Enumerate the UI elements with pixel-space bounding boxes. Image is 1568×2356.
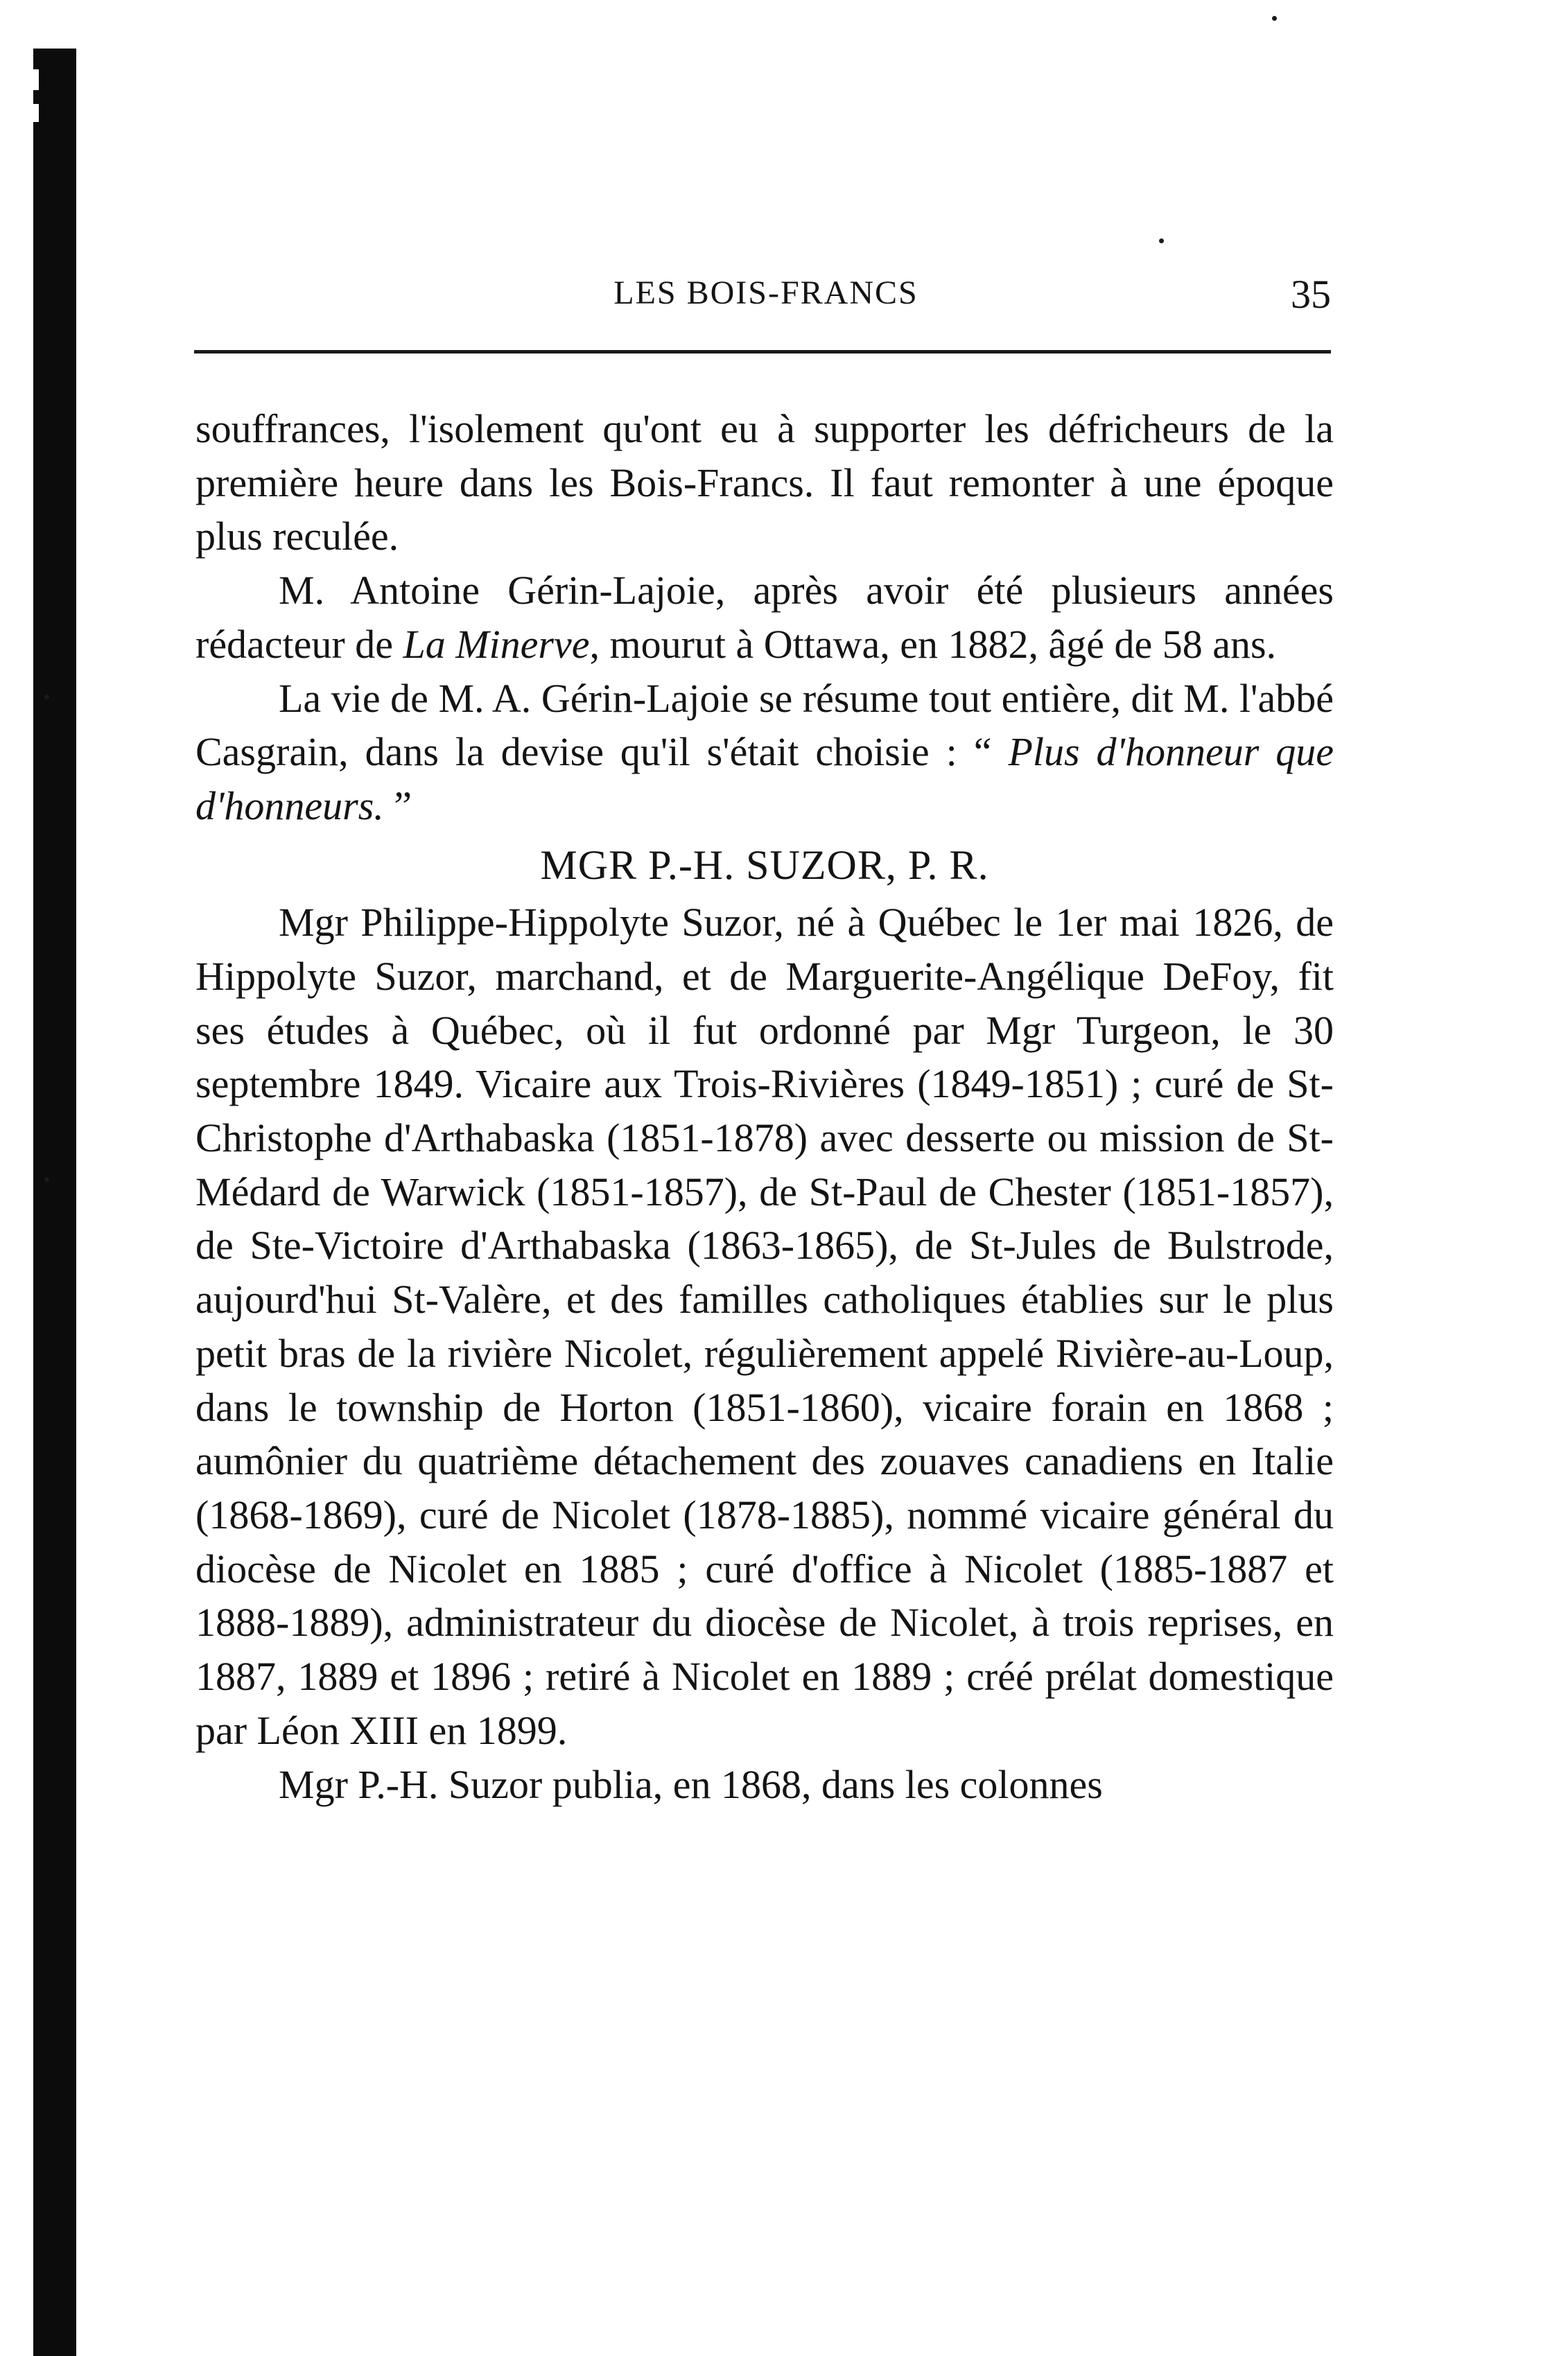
paragraph-suzor-biography: Mgr Philippe-Hippolyte Suzor, né à Québec le 1er mai 1826, de Hippolyte Suzor, marchand, et de Marguerite-Angélique DeFoy, fit ses études à Québec, où il fut ordonné par Mgr Turgeon, le 30 septembre 1849. Vicaire aux Trois-Rivières (1849-1851) ; curé de St-Christophe d'Arthabaska (1851-1878) avec desserte ou mission de St-Médard de Warwick (1851-1857), de St-Paul de Chester (1851-1857), de Ste-Victoire d'Arthabaska (1863-1865), de St-Jules de Bulstrode, aujourd'hui St-Valère, et des familles catholiques établies sur le plus petit bras de la rivière Nicolet, régulièrement appelé Rivière-au-Loup, dans le township de Horton (1851-1860), vicaire forain en 1868 ; aumônier du quatrième détachement des zouaves canadiens en Italie (1868-1869), curé de Nicolet (1878-1885), nommé vicaire général du diocèse de Nicolet en 1885 ; curé d'office à Nicolet (1885-1887 et 1888-1889), administrateur du diocèse de Nicolet, à trois reprises, en 1887, 1889 et 1896 ; retiré à Nicolet en 1889 ; créé prélat domestique par Léon XIII en 1899. xyxy=(195,900,1334,1753)
running-head xyxy=(194,274,1338,329)
newspaper-title: La Minerve xyxy=(403,621,590,667)
page-binding-edge xyxy=(33,49,76,2356)
page-number: 35 xyxy=(1291,272,1331,317)
paragraph-devise xyxy=(195,672,1334,833)
body-text xyxy=(195,402,1334,1811)
section-heading: MGR P.-H. SUZOR, P. R. xyxy=(540,841,989,888)
paragraph-gerin-lajoie xyxy=(195,564,1334,671)
paragraph-suzor-publication: Mgr P.-H. Suzor publia, en 1868, dans les colonnes xyxy=(279,1761,1103,1807)
paragraph-text: M. Antoine Gérin-Lajoie, après avoir été plusieurs années rédacteur de xyxy=(195,568,1334,667)
header-rule xyxy=(194,350,1331,354)
binding-notch xyxy=(28,69,39,90)
scan-speck xyxy=(1159,238,1164,243)
motto-quote: Plus d'honneur que d'honneurs. xyxy=(195,729,1334,829)
scan-speck xyxy=(1272,16,1277,21)
running-head-title: LES BOIS-FRANCS xyxy=(613,274,918,311)
paragraph-text: La vie de M. A. Gérin-Lajoie se résume tout entière, dit M. l'abbé Casgrain, dans la devise qu'il s'était choisie : “ xyxy=(195,675,1334,775)
paragraph-continuation: souffrances, l'isolement qu'ont eu à supporter les défricheurs de la première heure dans les Bois-Francs. Il faut remonter à une époque plus reculée. xyxy=(195,406,1334,559)
paragraph-text: , mourut à Ottawa, en 1882, âgé de 58 ans. xyxy=(589,621,1277,667)
scan-speck xyxy=(44,695,49,699)
scan-speck xyxy=(44,1177,49,1182)
paragraph-text: ” xyxy=(383,783,412,829)
binding-notch xyxy=(28,104,39,122)
